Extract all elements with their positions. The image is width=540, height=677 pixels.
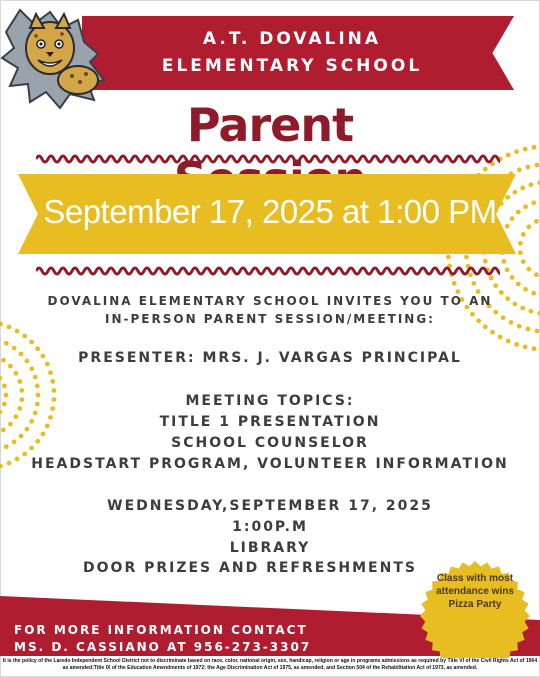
decorative-dot — [532, 145, 537, 150]
decorative-dot — [526, 224, 531, 229]
wildcat-mascot-icon — [0, 2, 112, 110]
decorative-dot — [505, 267, 510, 272]
decorative-dot — [521, 259, 526, 264]
decorative-dot — [534, 272, 539, 277]
decorative-dot — [483, 259, 488, 264]
event-day-date: WEDNESDAY,SEPTEMBER 17, 2025 — [107, 498, 433, 514]
decorative-dot — [510, 275, 515, 280]
decorative-dot — [523, 345, 528, 350]
topic-item: HEADSTART PROGRAM, VOLUNTEER INFORMATION — [31, 456, 509, 472]
decorative-dot — [14, 371, 19, 376]
pizza-party-badge-text: Class with most attendance wins Pizza Party — [436, 573, 514, 610]
decorative-dot — [510, 216, 515, 221]
event-extras: DOOR PRIZES AND REFRESHMENTS — [83, 560, 417, 576]
decorative-dot — [526, 165, 531, 170]
decorative-dot — [493, 283, 498, 288]
decorative-dot — [534, 219, 539, 224]
decorative-dot — [516, 282, 521, 287]
decorative-dot — [2, 384, 7, 389]
decorative-dot — [471, 281, 476, 286]
invite-line-2: IN-PERSON PARENT SESSION/MEETING: — [105, 312, 435, 326]
school-name-line-1: A.T. DOVALINA — [202, 29, 382, 49]
decorative-dot — [514, 342, 519, 347]
decorative-dot — [48, 370, 53, 375]
decorative-dot — [523, 287, 528, 292]
school-name-banner — [82, 16, 514, 90]
decorative-dot — [526, 267, 531, 272]
decorative-dot — [490, 330, 495, 335]
decorative-dot — [516, 210, 521, 215]
decorative-dot — [4, 341, 9, 346]
contact-line-1: FOR MORE INFORMATION CONTACT — [14, 623, 308, 637]
decorative-dot — [506, 153, 511, 158]
decorative-dot — [33, 375, 38, 380]
decorative-dot — [35, 384, 40, 389]
decorative-dot — [518, 250, 523, 255]
wavy-divider-top — [36, 152, 500, 166]
decorative-dot — [523, 147, 528, 152]
topic-item: SCHOOL COUNSELOR — [171, 435, 369, 451]
decorative-dot — [535, 163, 540, 168]
decorative-dot — [521, 232, 526, 237]
topic-item: TITLE 1 PRESENTATION — [159, 414, 381, 430]
school-name-line-2: ELEMENTARY SCHOOL — [161, 56, 423, 76]
decorative-dot — [514, 149, 519, 154]
invite-line-1: DOVALINA ELEMENTARY SCHOOL INVITES YOU TO AN — [47, 294, 493, 308]
contact-line-2: MS. D. CASSIANO AT 956-273-3307 — [14, 640, 312, 654]
decorative-dot — [446, 255, 451, 260]
decorative-dot — [483, 167, 488, 172]
decorative-dot — [517, 167, 522, 172]
decorative-dot — [498, 335, 503, 340]
event-location: LIBRARY — [229, 540, 311, 556]
decorative-dot — [502, 259, 507, 264]
decorative-dot — [452, 281, 457, 286]
decorative-dot — [15, 329, 20, 334]
decorative-dot — [535, 329, 540, 334]
decorative-dot — [29, 366, 34, 371]
decorative-dot — [506, 339, 511, 344]
decorative-dot — [29, 340, 34, 345]
decorative-dot — [464, 255, 469, 260]
decorative-dot — [529, 182, 534, 187]
event-time: 1:00P.M — [232, 519, 308, 535]
decorative-dot — [531, 200, 536, 205]
event-datetime: September 17, 2025 at 1:00 PM — [43, 193, 497, 230]
wavy-divider-bottom — [36, 264, 500, 278]
decorative-dot — [526, 327, 531, 332]
decorative-dot — [513, 190, 518, 195]
decorative-dot — [0, 376, 2, 381]
decorative-dot — [523, 204, 528, 209]
decorative-dot — [50, 379, 55, 384]
decorative-dot — [518, 241, 523, 246]
nondiscrimination-notice: It is the policy of the Laredo Independent School District not to discriminate based on race, color, national origin, sex, handicap, religion or age in programs admissions as required by Title VI of the Civil Rights Act of 1964 as amended;Title IX of the Education Amendments of 1972; the Age Discrimination Act of 1975, as amended, and Section 504 of the Rehabilitation Act of 1973, as amended. — [2, 658, 538, 671]
decorative-dot — [17, 379, 22, 384]
decorative-dot — [520, 186, 525, 191]
topics-heading: MEETING TOPICS: — [185, 393, 355, 409]
presenter-line: PRESENTER: MRS. J. VARGAS PRINCIPAL — [78, 350, 462, 366]
decorative-dot — [22, 334, 27, 339]
event-title: Parent — [186, 98, 354, 152]
